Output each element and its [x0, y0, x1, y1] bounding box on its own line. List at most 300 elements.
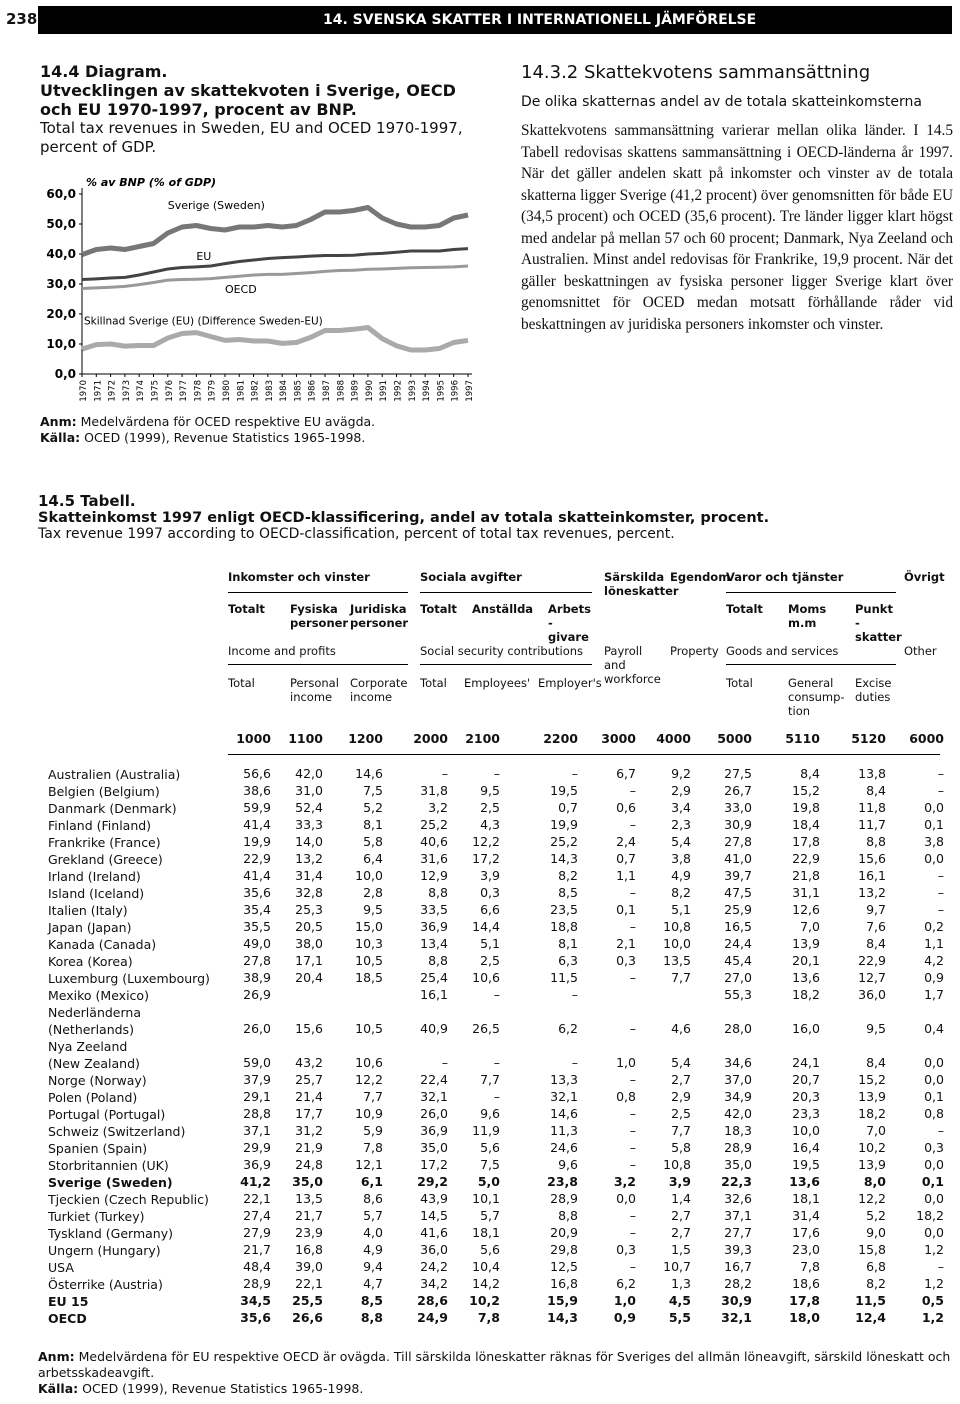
- table-number: 14.5 Tabell.: [38, 492, 136, 510]
- group-social-sv: Sociala avgifter: [420, 570, 522, 584]
- table-cell: 5,2: [866, 1208, 886, 1223]
- table-cell: 18,8: [550, 919, 578, 934]
- table-cell: 26,5: [472, 1021, 500, 1036]
- col-en-6: Total: [726, 676, 753, 690]
- table-cell: 38,6: [243, 783, 271, 798]
- table-cell: 13,9: [858, 1089, 886, 1104]
- table-cell: –: [493, 987, 500, 1002]
- table-cell: 31,0: [295, 783, 323, 798]
- table-cell: 12,1: [355, 1157, 383, 1172]
- table-cell: 20,7: [792, 1072, 820, 1087]
- table-cell: 24,8: [295, 1157, 323, 1172]
- col-en-3: Total: [420, 676, 447, 690]
- diagram-number: 14.4 Diagram.: [40, 62, 168, 81]
- table-row: [48, 1259, 944, 1276]
- table-cell: 7,7: [480, 1072, 500, 1087]
- table-cell: 4,3: [480, 817, 500, 832]
- table-cell: 2,7: [671, 1208, 691, 1223]
- section-title: 14.3.2 Skattekvotens sammansättning: [521, 62, 871, 83]
- table-cell: 16,8: [295, 1242, 323, 1257]
- x-tick-label: 1974: [136, 380, 147, 402]
- table-cell: 14,3: [547, 1310, 578, 1325]
- country-name: Ungern (Hungary): [48, 1243, 161, 1258]
- table-cell: 36,9: [420, 919, 448, 934]
- table-cell: 5,8: [363, 834, 383, 849]
- table-cell: –: [629, 817, 636, 832]
- table-cell: 0,0: [924, 1191, 944, 1206]
- table-cell: 10,6: [472, 970, 500, 985]
- series-label: Skillnad Sverige (EU) (Difference Sweden-EU): [84, 315, 323, 328]
- table-cell: 11,5: [855, 1293, 886, 1308]
- col-sv-1: Fysiska personer: [290, 602, 349, 630]
- table-row: [48, 953, 944, 970]
- country-name: Storbritannien (UK): [48, 1158, 169, 1173]
- table-cell: 9,6: [480, 1106, 500, 1121]
- country-name: Australien (Australia): [48, 767, 181, 782]
- table-cell: 19,9: [550, 817, 578, 832]
- table-cell: 15,8: [858, 1242, 886, 1257]
- country-name: Tjeckien (Czech Republic): [48, 1192, 209, 1207]
- col-sv-8: Punkt -skatter: [855, 602, 902, 644]
- table-cell: –: [629, 1225, 636, 1240]
- col-sv-2: Juridiska personer: [350, 602, 409, 630]
- table-cell: 27,9: [243, 1225, 271, 1240]
- table-cell: 0,3: [616, 1242, 636, 1257]
- table-cell: 17,1: [295, 953, 323, 968]
- table-cell: 22,9: [858, 953, 886, 968]
- x-tick-label: 1990: [364, 380, 375, 402]
- table-cell: 7,5: [480, 1157, 500, 1172]
- table-cell: 27,7: [724, 1225, 752, 1240]
- table-cell: 25,5: [292, 1293, 323, 1308]
- table-cell: 20,1: [792, 953, 820, 968]
- table-cell: 36,0: [858, 987, 886, 1002]
- table-cell: 27,4: [243, 1208, 271, 1223]
- table-cell: 3,2: [613, 1174, 636, 1189]
- table-cell: 10,5: [355, 953, 383, 968]
- table-cell: –: [937, 766, 944, 781]
- table-cell: 52,4: [295, 800, 323, 815]
- column-code: 1200: [348, 731, 383, 746]
- table-cell: 0,0: [616, 1191, 636, 1206]
- table-cell: 22,1: [243, 1191, 271, 1206]
- table-source: OCED (1999), Revenue Statistics 1965-1998.: [82, 1381, 364, 1396]
- page-number: 238: [6, 10, 38, 28]
- table-cell: 13,4: [420, 936, 448, 951]
- table-cell: 19,5: [550, 783, 578, 798]
- x-tick-label: 1979: [207, 380, 218, 402]
- series-line: [82, 266, 468, 289]
- table-cell: 25,4: [420, 970, 448, 985]
- table-cell: 0,0: [924, 1225, 944, 1240]
- column-code: 5000: [717, 731, 752, 746]
- table-cell: 2,8: [363, 885, 383, 900]
- table-cell: 15,6: [295, 1021, 323, 1036]
- table-cell: 26,6: [292, 1310, 323, 1325]
- table-cell: 23,8: [547, 1174, 578, 1189]
- table-cell: 13,2: [295, 851, 323, 866]
- table-cell: 25,9: [724, 902, 752, 917]
- table-cell: 1,2: [924, 1276, 944, 1291]
- table-cell: 5,7: [363, 1208, 383, 1223]
- table-cell: 32,1: [550, 1089, 578, 1104]
- col-sv-0: Totalt: [228, 602, 265, 616]
- table-cell: 18,2: [858, 1106, 886, 1121]
- table-row: [48, 800, 944, 817]
- table-cell: 35,4: [243, 902, 271, 917]
- table-cell: 39,0: [295, 1259, 323, 1274]
- table-cell: 17,6: [792, 1225, 820, 1240]
- country-name: Luxemburg (Luxembourg): [48, 971, 210, 986]
- col-en-8: Excise duties: [855, 676, 892, 704]
- table-cell: 35,0: [420, 1140, 448, 1155]
- table-cell: 16,7: [724, 1259, 752, 1274]
- x-tick-label: 1996: [450, 380, 461, 402]
- table-cell: 8,2: [558, 868, 578, 883]
- col-sv-4: Anställda: [472, 602, 534, 616]
- table-cell: 8,1: [558, 936, 578, 951]
- table-cell: 18,1: [792, 1191, 820, 1206]
- table-row: [48, 834, 944, 851]
- table-cell: 0,6: [616, 800, 636, 815]
- table-cell: 28,2: [724, 1276, 752, 1291]
- table-cell: 18,2: [792, 987, 820, 1002]
- table-cell: 28,9: [550, 1191, 578, 1206]
- table-cell: 24,4: [724, 936, 752, 951]
- table-cell: 0,3: [480, 885, 500, 900]
- table-cell: 9,2: [671, 766, 691, 781]
- table-cell: 10,0: [355, 868, 383, 883]
- table-cell: –: [571, 766, 578, 781]
- y-tick-label: 30,0: [46, 277, 76, 291]
- col-en-1: Personal income: [290, 676, 339, 704]
- table-cell: 49,0: [243, 936, 271, 951]
- table-row: [48, 1242, 944, 1259]
- table-cell: 1,3: [671, 1276, 691, 1291]
- table-cell: 0,0: [924, 1055, 944, 1070]
- country-name: Nederländerna (Netherlands): [48, 1005, 141, 1037]
- country-name: Japan (Japan): [48, 920, 132, 935]
- column-code: 2100: [465, 731, 500, 746]
- table-cell: 0,8: [616, 1089, 636, 1104]
- table-cell: 24,2: [420, 1259, 448, 1274]
- x-tick-label: 1993: [407, 380, 418, 402]
- table-cell: 6,6: [480, 902, 500, 917]
- country-name: Nya Zeeland (New Zealand): [48, 1039, 140, 1071]
- country-name: Portugal (Portugal): [48, 1107, 166, 1122]
- table-cell: 2,7: [671, 1072, 691, 1087]
- table-cell: 2,7: [671, 1225, 691, 1240]
- table-cell: 29,8: [550, 1242, 578, 1257]
- country-name: EU 15: [48, 1294, 89, 1309]
- x-tick-label: 1984: [279, 380, 290, 402]
- table-cell: 10,7: [663, 1259, 691, 1274]
- table-cell: 0,0: [924, 851, 944, 866]
- table-cell: 55,3: [724, 987, 752, 1002]
- table-cell: 39,3: [724, 1242, 752, 1257]
- table-cell: 23,3: [792, 1106, 820, 1121]
- table-cell: 28,0: [724, 1021, 752, 1036]
- table-cell: 8,2: [866, 1276, 886, 1291]
- country-name: Schweiz (Switzerland): [48, 1124, 186, 1139]
- table-cell: –: [937, 868, 944, 883]
- table-cell: 31,4: [295, 868, 323, 883]
- table-cell: 5,1: [480, 936, 500, 951]
- country-name: Polen (Poland): [48, 1090, 138, 1105]
- table-cell: 31,2: [295, 1123, 323, 1138]
- table-cell: 1,1: [924, 936, 944, 951]
- table-cell: 0,9: [613, 1310, 636, 1325]
- table-cell: 28,9: [724, 1140, 752, 1155]
- country-name: Spanien (Spain): [48, 1141, 148, 1156]
- table-cell: –: [937, 885, 944, 900]
- table-cell: 0,1: [924, 1089, 944, 1104]
- table-cell: 32,6: [724, 1191, 752, 1206]
- table-cell: 2,9: [671, 783, 691, 798]
- country-name: Turkiet (Turkey): [48, 1209, 145, 1224]
- table-cell: 1,0: [616, 1055, 636, 1070]
- table-cell: 42,0: [295, 766, 323, 781]
- table-cell: 35,0: [724, 1157, 752, 1172]
- y-tick-label: 50,0: [46, 217, 76, 231]
- y-tick-label: 0,0: [54, 367, 76, 381]
- table-cell: 27,5: [724, 766, 752, 781]
- table-cell: 10,9: [355, 1106, 383, 1121]
- diagram-note: Medelvärdena för OCED respektive EU avägda.: [80, 414, 376, 429]
- table-cell: 35,0: [292, 1174, 323, 1189]
- table-cell: 40,6: [420, 834, 448, 849]
- table-cell: 25,2: [550, 834, 578, 849]
- table-cell: 7,8: [363, 1140, 383, 1155]
- table-cell: 14,6: [355, 766, 383, 781]
- table-cell: 10,8: [663, 1157, 691, 1172]
- table-cell: 13,3: [550, 1072, 578, 1087]
- table-row: [48, 783, 944, 800]
- table-cell: 38,0: [295, 936, 323, 951]
- table-cell: –: [629, 1072, 636, 1087]
- x-tick-label: 1997: [465, 380, 475, 402]
- group-income-sv: Inkomster och vinster: [228, 570, 370, 584]
- table-cell: 18,5: [355, 970, 383, 985]
- table-cell: 6,7: [616, 766, 636, 781]
- table-row: [48, 1089, 944, 1106]
- table-cell: 37,1: [724, 1208, 752, 1223]
- table-cell: 21,8: [792, 868, 820, 883]
- table-cell: 37,9: [243, 1072, 271, 1087]
- table-row: [48, 936, 944, 953]
- table-cell: 32,1: [721, 1310, 752, 1325]
- table-cell: 28,6: [417, 1293, 448, 1308]
- country-name: Kanada (Canada): [48, 937, 157, 952]
- table-cell: 20,9: [550, 1225, 578, 1240]
- diagram-caption: [40, 62, 480, 157]
- table-cell: 23,9: [295, 1225, 323, 1240]
- table-cell: 18,0: [789, 1310, 820, 1325]
- table-cell: 13,5: [663, 953, 691, 968]
- table-cell: –: [493, 1055, 500, 1070]
- table-cell: 2,5: [480, 953, 500, 968]
- table-cell: 24,9: [417, 1310, 448, 1325]
- series-label: OECD: [224, 283, 257, 296]
- table-cell: 5,6: [480, 1242, 500, 1257]
- table-cell: 6,2: [616, 1276, 636, 1291]
- table-cell: 59,0: [243, 1055, 271, 1070]
- table-cell: 11,5: [550, 970, 578, 985]
- table-cell: 21,9: [295, 1140, 323, 1155]
- table-cell: 29,9: [243, 1140, 271, 1155]
- table-row: [48, 868, 944, 885]
- table-cell: 14,5: [420, 1208, 448, 1223]
- table-cell: –: [937, 783, 944, 798]
- table-cell: –: [629, 1208, 636, 1223]
- table-cell: 27,0: [724, 970, 752, 985]
- y-tick-label: 20,0: [46, 307, 76, 321]
- table-cell: 22,4: [420, 1072, 448, 1087]
- diagram-title-en: Total tax revenues in Sweden, EU and OCED 1970-1997, percent of GDP.: [40, 119, 463, 156]
- table-cell: 8,1: [363, 817, 383, 832]
- table-cell: 10,4: [472, 1259, 500, 1274]
- table-cell: 39,7: [724, 868, 752, 883]
- x-tick-label: 1992: [393, 380, 404, 402]
- table-cell: 28,8: [243, 1106, 271, 1121]
- col-sv-3: Totalt: [420, 602, 457, 616]
- table-cell: –: [629, 919, 636, 934]
- table-cell: 0,7: [558, 800, 578, 815]
- table-cell: 33,3: [295, 817, 323, 832]
- table-cell: 0,2: [924, 919, 944, 934]
- table-title-en: Tax revenue 1997 according to OECD-classification, percent of total tax revenues, percent.: [38, 526, 675, 542]
- table-cell: 17,8: [789, 1293, 820, 1308]
- column-code: 1000: [236, 731, 271, 746]
- table-cell: 12,4: [855, 1310, 886, 1325]
- table-cell: 7,7: [671, 970, 691, 985]
- table-cell: 6,4: [363, 851, 383, 866]
- country-name: Sverige (Sweden): [48, 1175, 173, 1190]
- table-cell: 34,5: [240, 1293, 271, 1308]
- table-cell: 15,2: [858, 1072, 886, 1087]
- table-cell: 4,9: [363, 1242, 383, 1257]
- series-label: EU: [196, 250, 212, 263]
- table-cell: 15,2: [792, 783, 820, 798]
- table-row: [48, 987, 944, 1004]
- col-en-5: Employer's: [538, 676, 602, 690]
- table-row: [48, 1157, 944, 1174]
- x-tick-label: 1985: [293, 380, 304, 402]
- table-cell: 8,2: [671, 885, 691, 900]
- table-row: [48, 1293, 944, 1310]
- table-cell: 11,3: [550, 1123, 578, 1138]
- x-tick-label: 1981: [236, 380, 247, 402]
- table-caption: [38, 492, 953, 542]
- table-cell: 10,1: [472, 1191, 500, 1206]
- table-cell: 12,2: [858, 1191, 886, 1206]
- table-cell: 27,8: [243, 953, 271, 968]
- table-cell: 12,2: [355, 1072, 383, 1087]
- table-cell: 31,6: [420, 851, 448, 866]
- table-cell: 11,9: [472, 1123, 500, 1138]
- column-code: 2000: [413, 731, 448, 746]
- table-notes: [38, 1349, 953, 1397]
- table-row: [48, 1208, 944, 1225]
- table-cell: 21,4: [295, 1089, 323, 1104]
- table-row: [48, 766, 944, 783]
- table-cell: 4,6: [671, 1021, 691, 1036]
- table-cell: 6,3: [558, 953, 578, 968]
- table-cell: 32,1: [420, 1089, 448, 1104]
- table-cell: 0,4: [924, 1021, 944, 1036]
- table-cell: 43,2: [295, 1055, 323, 1070]
- country-name: Finland (Finland): [48, 818, 152, 833]
- table-cell: –: [493, 766, 500, 781]
- table-cell: 30,9: [721, 1293, 752, 1308]
- table-cell: 3,2: [428, 800, 448, 815]
- table-cell: 23,5: [550, 902, 578, 917]
- section-subtitle: De olika skatternas andel av de totala skatteinkomsterna: [521, 94, 922, 110]
- table-cell: 7,5: [363, 783, 383, 798]
- table-note: Medelvärdena för EU respektive OECD är ovägda. Till särskilda löneskatter räknas för Sveriges del allmän löneavgift, särskild löneskatt och arbetsskadeavgift.: [38, 1349, 951, 1380]
- x-tick-label: 1989: [350, 380, 361, 402]
- table-cell: 29,1: [243, 1089, 271, 1104]
- table-cell: 24,1: [792, 1055, 820, 1070]
- table-cell: 9,4: [363, 1259, 383, 1274]
- table-cell: 13,2: [858, 885, 886, 900]
- table-cell: 6,2: [558, 1021, 578, 1036]
- table-cell: 34,9: [724, 1089, 752, 1104]
- table-cell: 7,0: [800, 919, 820, 934]
- table-cell: 23,0: [792, 1242, 820, 1257]
- table-cell: 5,1: [671, 902, 691, 917]
- table-cell: 41,4: [243, 817, 271, 832]
- tax-ratio-chart: [40, 172, 480, 404]
- table-cell: 0,8: [924, 1106, 944, 1121]
- series-line: [82, 208, 468, 255]
- table-cell: 45,4: [724, 953, 752, 968]
- table-cell: 0,3: [924, 1140, 944, 1155]
- table-cell: 0,0: [924, 1157, 944, 1172]
- table-cell: 2,1: [616, 936, 636, 951]
- table-cell: 31,4: [792, 1208, 820, 1223]
- table-cell: 14,0: [295, 834, 323, 849]
- table-cell: 9,5: [363, 902, 383, 917]
- column-code: 2200: [543, 731, 578, 746]
- table-cell: –: [571, 1055, 578, 1070]
- diagram-source: OCED (1999), Revenue Statistics 1965-1998.: [84, 430, 366, 445]
- table-cell: 22,3: [721, 1174, 752, 1189]
- country-name: Italien (Italy): [48, 903, 128, 918]
- col-sv-6: Totalt: [726, 602, 763, 616]
- table-cell: 4,2: [924, 953, 944, 968]
- table-cell: 16,5: [724, 919, 752, 934]
- country-name: Grekland (Greece): [48, 852, 163, 867]
- table-cell: 31,8: [420, 783, 448, 798]
- table-cell: 5,4: [671, 834, 691, 849]
- table-cell: 12,9: [420, 868, 448, 883]
- table-row: [48, 1038, 944, 1072]
- table-row: [48, 885, 944, 902]
- table-cell: 9,5: [480, 783, 500, 798]
- table-cell: 0,1: [616, 902, 636, 917]
- table-cell: 42,0: [724, 1106, 752, 1121]
- table-cell: 19,8: [792, 800, 820, 815]
- table-cell: 3,8: [924, 834, 944, 849]
- group-payroll-en: Payroll and workforce: [604, 644, 661, 686]
- table-cell: 36,9: [420, 1123, 448, 1138]
- x-tick-label: 1971: [93, 380, 104, 402]
- table-cell: 15,0: [355, 919, 383, 934]
- table-row: [48, 1004, 944, 1038]
- table-cell: 41,2: [240, 1174, 271, 1189]
- table-cell: 8,8: [558, 1208, 578, 1223]
